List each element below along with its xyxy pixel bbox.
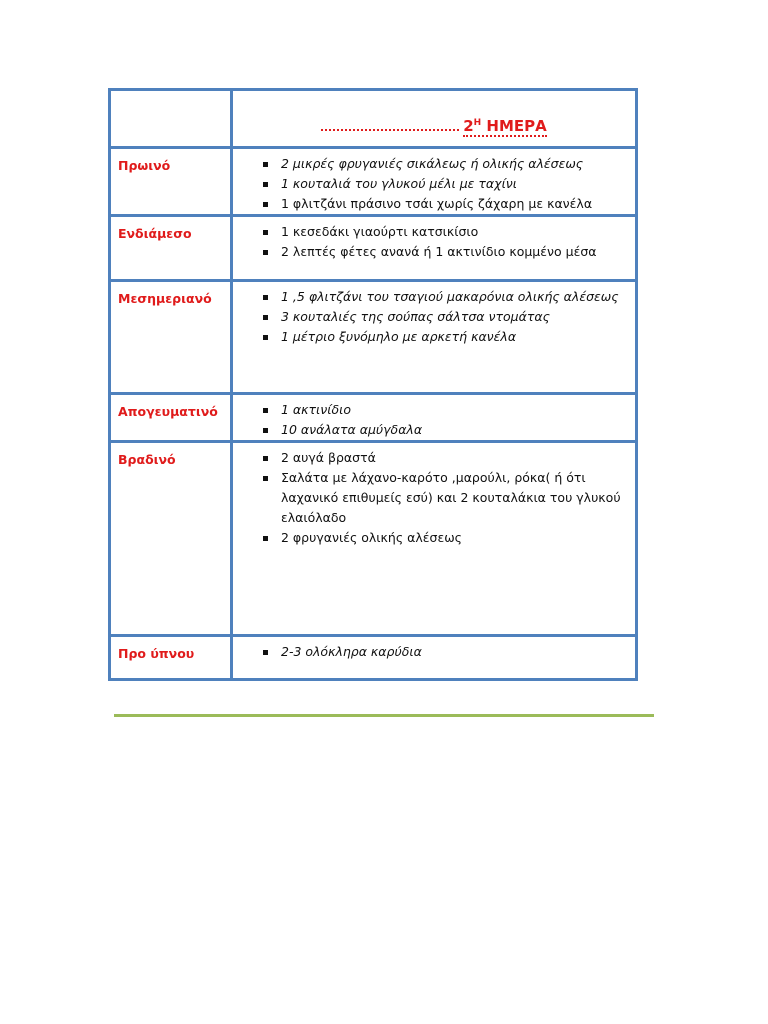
meal-row-afternoon — [110, 394, 637, 442]
header-title-cell — [232, 90, 637, 148]
meal-cell — [110, 148, 232, 216]
meal-item: 1 κουταλιά του γλυκού μέλι με ταχίνι — [261, 174, 635, 194]
meal-item: 2 μικρές φρυγανιές σικάλεως ή ολικής αλέσεως — [261, 154, 635, 174]
meal-label-lunch: Μεσημεριανό — [118, 291, 212, 306]
item-list-breakfast — [233, 149, 635, 214]
items-cell — [232, 394, 637, 442]
meal-cell — [110, 442, 232, 636]
meal-item: 2-3 ολόκληρα καρύδια — [261, 642, 635, 662]
meal-item: Σαλάτα με λάχανο-καρότο ,μαρούλι, ρόκα( ή ότι λαχανικό επιθυμείς εσύ) και 2 κουταλάκια του γλυκού ελαιόλαδο — [261, 468, 635, 528]
section-divider — [114, 714, 654, 717]
day-title — [463, 117, 547, 137]
meal-item: 10 ανάλατα αμύγδαλα — [261, 420, 635, 440]
day-title-text: ΗΜΕΡΑ — [481, 117, 547, 135]
meal-item: 2 φρυγανιές ολικής αλέσεως — [261, 528, 635, 548]
meal-label-snack: Ενδιάμεσο — [118, 226, 192, 241]
items-cell — [232, 148, 637, 216]
meal-item: 2 λεπτές φέτες ανανά ή 1 ακτινίδιο κομμένο μέσα — [261, 242, 635, 262]
meal-label-afternoon: Απογευματινό — [118, 404, 218, 419]
items-cell — [232, 442, 637, 636]
meal-item: 1 φλιτζάνι πράσινο τσάι χωρίς ζάχαρη με κανέλα — [261, 194, 635, 214]
meal-label-dinner: Βραδινό — [118, 452, 176, 467]
day-superscript: Η — [473, 118, 482, 128]
item-list-afternoon — [233, 395, 635, 440]
meal-row-bedtime — [110, 636, 637, 680]
meal-item: 1 ακτινίδιο — [261, 400, 635, 420]
meal-item: 3 κουταλιές της σούπας σάλτσα ντομάτας — [261, 307, 635, 327]
meal-cell — [110, 216, 232, 281]
meal-item: 1 ,5 φλιτζάνι του τσαγιού μακαρόνια ολικής αλέσεως — [261, 287, 635, 307]
items-cell — [232, 281, 637, 394]
item-list-snack — [233, 217, 635, 262]
meal-plan-table — [108, 88, 638, 681]
item-list-lunch — [233, 282, 635, 347]
meal-cell — [110, 281, 232, 394]
header-empty-cell — [110, 90, 232, 148]
table-header-row — [110, 90, 637, 148]
meal-row-dinner — [110, 442, 637, 636]
item-list-bedtime — [233, 637, 635, 662]
meal-row-breakfast — [110, 148, 637, 216]
meal-cell — [110, 394, 232, 442]
meal-item: 1 μέτριο ξυνόμηλο με αρκετή κανέλα — [261, 327, 635, 347]
meal-label-breakfast: Πρωινό — [118, 158, 171, 173]
meal-item: 2 αυγά βραστά — [261, 448, 635, 468]
meal-row-snack — [110, 216, 637, 281]
items-cell — [232, 636, 637, 680]
meal-label-bedtime: Προ ύπνου — [118, 646, 195, 661]
item-list-dinner — [233, 443, 635, 548]
items-cell — [232, 216, 637, 281]
meal-item: 1 κεσεδάκι γιαούρτι κατσικίσιο — [261, 222, 635, 242]
meal-row-lunch — [110, 281, 637, 394]
title-dotted-leader — [321, 119, 459, 131]
meal-cell — [110, 636, 232, 680]
day-number: 2 — [463, 117, 474, 135]
